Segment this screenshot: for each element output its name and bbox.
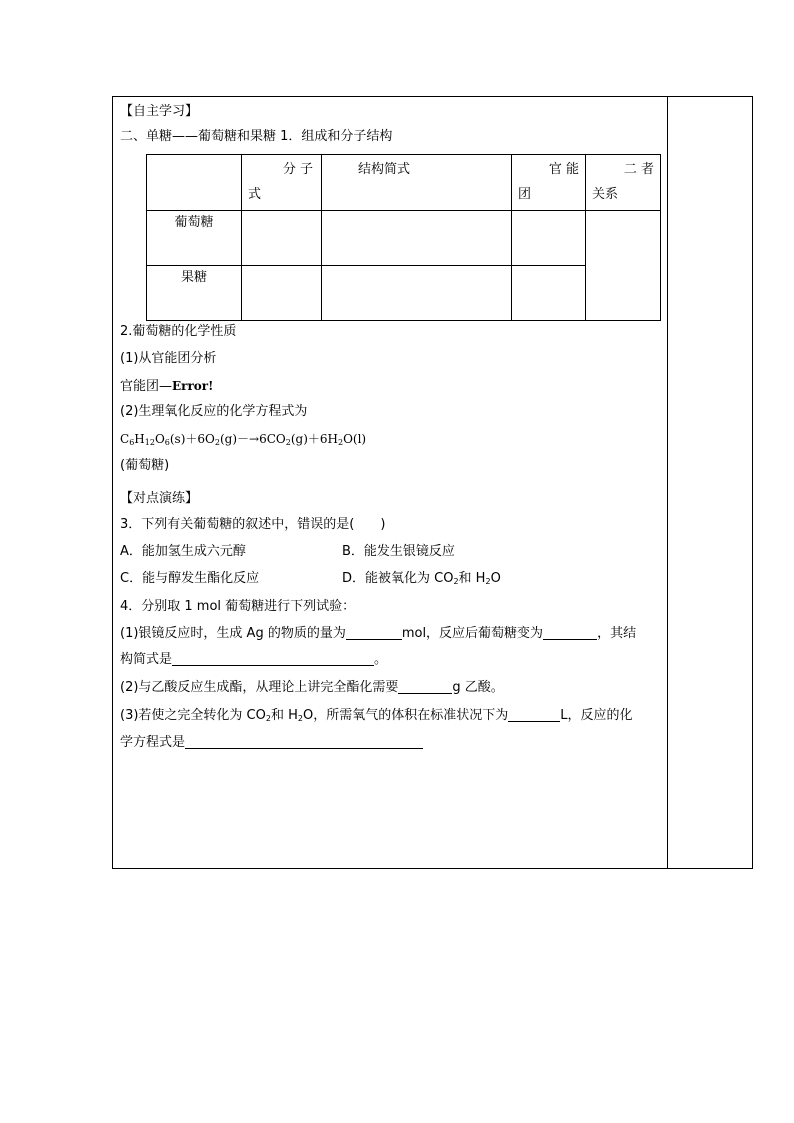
eq-mid: (g)－→6CO bbox=[219, 432, 286, 446]
header-group bbox=[512, 155, 586, 211]
q4-1-c: ，其结 bbox=[597, 626, 637, 641]
q4-part3-line1 bbox=[120, 704, 632, 728]
q4-2-a: (2)与乙酸反应生成酯，从理论上讲完全酯化需要 bbox=[120, 680, 399, 695]
q3-d-sub2: 2 bbox=[485, 577, 491, 586]
error-text: Error! bbox=[172, 379, 214, 393]
q3-d-prefix: D．能被氧化为 CO bbox=[342, 571, 454, 586]
q4-part1-line2 bbox=[120, 648, 387, 672]
eq-h: H bbox=[134, 432, 145, 446]
header-relation-top: 二 者 bbox=[623, 162, 654, 177]
q3-option-d bbox=[342, 567, 501, 591]
header-formula bbox=[242, 155, 322, 211]
header-relation-bottom: 关系 bbox=[592, 187, 619, 202]
answer-blank-moles[interactable] bbox=[346, 625, 402, 640]
q4-1-e: 。 bbox=[374, 652, 388, 667]
eq-tail: (g)＋6H bbox=[290, 432, 338, 446]
row-label-fructose: 果糖 bbox=[147, 266, 242, 321]
q4-part2 bbox=[120, 676, 504, 700]
q4-1-d: 构简式是 bbox=[120, 652, 173, 667]
header-group-top: 官 能 bbox=[548, 162, 579, 177]
q4-2-b: g 乙酸。 bbox=[452, 680, 504, 695]
header-relation bbox=[586, 155, 661, 211]
section-title: 二、单糖——葡萄糖和果糖 1．组成和分子结构 bbox=[120, 129, 393, 144]
q4-3-e: 学方程式是 bbox=[120, 735, 186, 750]
answer-blank-product[interactable] bbox=[543, 625, 597, 640]
section-self-study: 【自主学习】 bbox=[120, 104, 199, 119]
eq-c: C bbox=[120, 432, 130, 446]
eq-o: O bbox=[154, 432, 165, 446]
answer-blank-acetic-acid[interactable] bbox=[398, 679, 452, 694]
q4-1-a: (1)银镜反应时，生成 Ag 的物质的量为 bbox=[120, 626, 346, 641]
glucose-structure-cell bbox=[322, 211, 512, 266]
section-practice: 【对点演练】 bbox=[120, 491, 199, 506]
answer-blank-structure[interactable] bbox=[172, 651, 374, 666]
column-divider bbox=[667, 96, 668, 869]
q4-3-a: (3)若使之完全转化为 CO bbox=[120, 708, 266, 723]
q4-3-sub: 2 bbox=[265, 714, 271, 723]
eq-sub-6b: 6 bbox=[164, 438, 170, 447]
structure-table bbox=[146, 154, 661, 321]
glucose-label: (葡萄糖) bbox=[120, 458, 170, 473]
fructose-formula-cell bbox=[242, 266, 322, 321]
q4-3-sub2: 2 bbox=[297, 714, 303, 723]
q2-title: 2.葡萄糖的化学性质 bbox=[120, 324, 237, 339]
q4-3-b: 和 H bbox=[270, 708, 298, 723]
eq-sub-12: 12 bbox=[144, 438, 155, 447]
q2-group-line bbox=[120, 374, 213, 399]
q4-1-b: mol，反应后葡萄糖变为 bbox=[401, 626, 544, 641]
q2-part2: (2)生理氧化反应的化学方程式为 bbox=[120, 404, 308, 419]
eq-sub-2: 2 bbox=[214, 438, 220, 447]
header-group-bottom: 团 bbox=[518, 187, 532, 202]
q3-d-mid: 和 H bbox=[458, 571, 486, 586]
answer-blank-volume[interactable] bbox=[508, 707, 560, 722]
glucose-group-cell bbox=[512, 211, 586, 266]
q4-part1-line1 bbox=[120, 622, 636, 646]
header-structure-label: 结构简式 bbox=[358, 162, 411, 177]
q4-3-d: L，反应的化 bbox=[560, 708, 633, 723]
eq-sub-6: 6 bbox=[129, 438, 135, 447]
eq-rest: (s)＋6O bbox=[169, 432, 215, 446]
header-formula-top: 分 子 bbox=[282, 162, 313, 177]
table-corner-cell bbox=[147, 155, 242, 211]
header-structure bbox=[322, 155, 512, 211]
glucose-formula-cell bbox=[242, 211, 322, 266]
q2-part1: (1)从官能团分析 bbox=[120, 351, 217, 366]
q4-3-c: O，所需氧气的体积在标准状况下为 bbox=[302, 708, 509, 723]
q3-option-a: A．能加氢生成六元醇 bbox=[120, 544, 246, 559]
relation-cell bbox=[586, 211, 661, 321]
fructose-structure-cell bbox=[322, 266, 512, 321]
eq-sub-2b: 2 bbox=[285, 438, 291, 447]
eq-end: O(l) bbox=[343, 432, 367, 446]
q4-part3-line2 bbox=[120, 731, 423, 755]
fructose-group-cell bbox=[512, 266, 586, 321]
q3-option-c: C．能与醇发生酯化反应 bbox=[120, 571, 260, 586]
row-label-glucose: 葡萄糖 bbox=[147, 211, 242, 266]
q4-stem: 4．分别取 1 mol 葡萄糖进行下列试验： bbox=[120, 599, 356, 614]
q3-option-b: B．能发生银镜反应 bbox=[342, 544, 455, 559]
q3-stem: 3．下列有关葡萄糖的叙述中，错误的是( ) bbox=[120, 517, 386, 532]
q2-group-prefix: 官能团— bbox=[120, 379, 173, 394]
eq-sub-2c: 2 bbox=[337, 438, 344, 447]
header-formula-bottom: 式 bbox=[248, 187, 262, 202]
q3-d-end: O bbox=[490, 571, 501, 586]
oxidation-equation bbox=[120, 427, 366, 451]
answer-blank-equation[interactable] bbox=[185, 734, 423, 749]
q3-d-sub: 2 bbox=[453, 577, 459, 586]
